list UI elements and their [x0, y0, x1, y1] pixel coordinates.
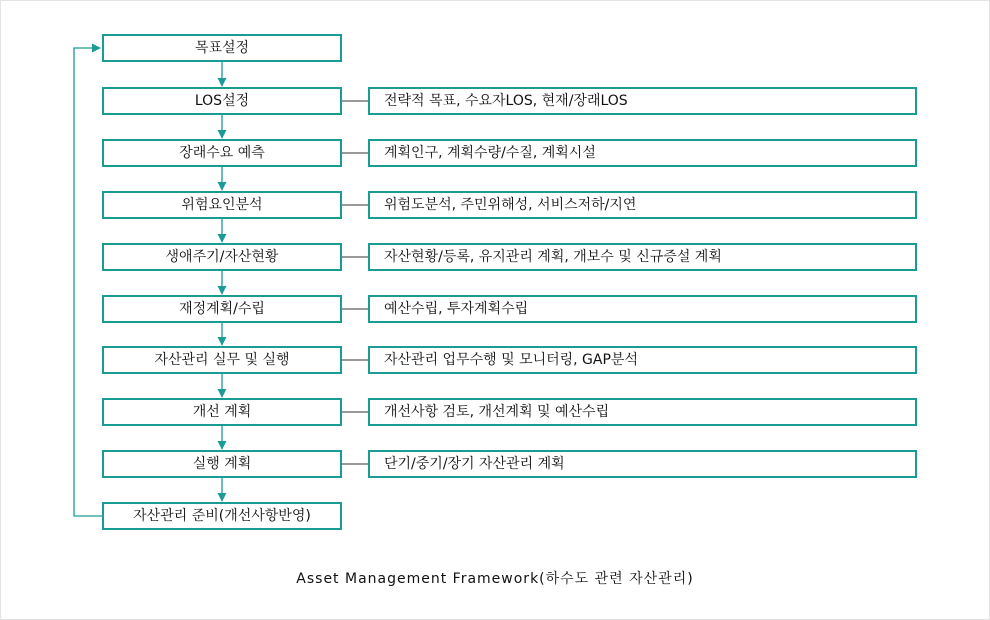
diagram-caption: Asset Management Framework(하수도 관련 자산관리)	[296, 571, 694, 587]
detail-box-9: 단기/중기/장기 자산관리 계획	[368, 450, 917, 478]
step-box-6: 재정계획/수립	[102, 295, 342, 323]
step-box-1: 목표설정	[102, 34, 342, 62]
step-box-7: 자산관리 실무 및 실행	[102, 346, 342, 374]
detail-box-2: 전략적 목표, 수요자LOS, 현재/장래LOS	[368, 87, 917, 115]
step-box-3: 장래수요 예측	[102, 139, 342, 167]
detail-box-3: 계획인구, 계획수량/수질, 계획시설	[368, 139, 917, 167]
detail-box-7: 자산관리 업무수행 및 모니터링, GAP분석	[368, 346, 917, 374]
feedback-loop-arrow	[74, 48, 102, 516]
step-box-8: 개선 계획	[102, 398, 342, 426]
detail-box-6: 예산수립, 투자계획수립	[368, 295, 917, 323]
detail-box-8: 개선사항 검토, 개선계획 및 예산수립	[368, 398, 917, 426]
step-box-10: 자산관리 준비(개선사항반영)	[102, 502, 342, 530]
step-box-9: 실행 계획	[102, 450, 342, 478]
detail-box-5: 자산현황/등록, 유지관리 계획, 개보수 및 신규증설 계획	[368, 243, 917, 271]
step-box-2: LOS설정	[102, 87, 342, 115]
step-box-5: 생애주기/자산현황	[102, 243, 342, 271]
detail-box-4: 위험도분석, 주민위해성, 서비스저하/지연	[368, 191, 917, 219]
step-box-4: 위험요인분석	[102, 191, 342, 219]
